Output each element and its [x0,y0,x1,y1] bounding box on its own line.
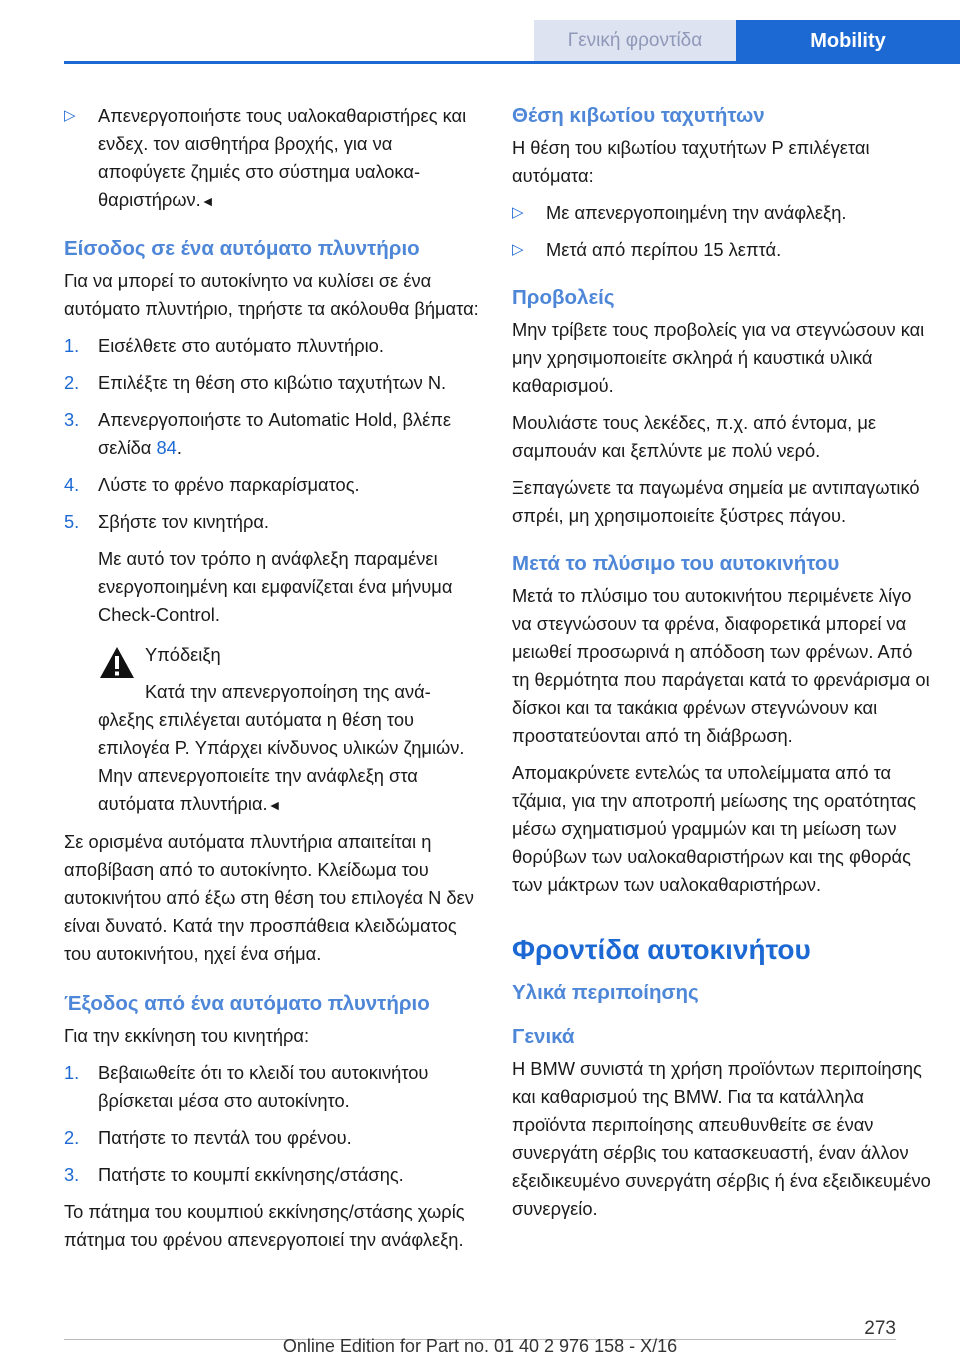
step-number: 2. [64,1127,80,1148]
warning-text: Κατά την απενεργοποίηση της ανάφλεξης επιλέγεται αυτόματα η θέση του επιλογέα P. Υπάρχει κίνδυνος υλικών ζημιών. Μην απενεργοποιείτε την ανάφλεξη στα αυτόματα πλυντήρια. [98,681,465,814]
exit-step-1 [64,1059,480,1115]
step-number: 1. [64,1062,80,1083]
after-wash-paragraph: Μετά το πλύσιμο του αυτοκινήτου περιμένετε λίγο να στεγνώσουν τα φρένα, διαφορετικά μπορεί να μειωθεί προσωρινά η απόδοση των φρένων. Από τη θερμότητα που παράγεται κατά το φρενάρισμα οι δίσκοι και τα τακάκια φρένων στεγνώνουν και προστατεύονται από τη διάβρωση. [512,585,930,746]
lights-heading: Προβολείς [512,286,615,309]
bullet-triangle-icon: ▷ [512,241,524,258]
bullet-triangle-icon: ▷ [64,107,76,124]
enter-heading: Είσοδος σε ένα αυτόματο πλυντήριο [64,237,420,260]
right-column [512,102,932,1232]
step-text: Βεβαιωθείτε ότι το κλειδί του αυτοκινήτου βρίσκεται μέσα στο αυτοκίνητο. [98,1062,429,1111]
step-3: 3. Απενεργοποιήστε το Automatic Hold, βλέπε σελίδα 84. [64,406,480,462]
step-text: Λύστε το φρένο παρκαρίσματος. [98,474,360,495]
end-mark-icon: ◄ [267,797,282,813]
page-number: 273 [864,1318,896,1339]
exit-text: Για την εκκίνηση του κινητήρα: [64,1025,310,1046]
step-5 [64,508,480,536]
intro-bullet-text: Απενεργοποιήστε τους υαλοκαθαριστήρες και ενδεχ. τον αισθητήρα βροχής, για να αποφύγετε ζημιές στο σύστημα υαλοκαθαριστήρων. [98,105,467,210]
products-heading: Υλικά περιποίησης [512,981,699,1004]
garage-text: Σε ορισμένα αυτόματα πλυντήρια απαιτείται η αποβίβαση από το αυτοκίνητο. Κλείδωμα του αυτοκινήτου από έξω στη θέση του επιλογέα N δεν είναι δυνατό. Κατά την προσπάθεια κλειδώματος του αυτοκινήτου, ηχεί ένα σήμα. [64,831,474,964]
step-number: 3. [64,409,80,430]
care-title: Φροντίδα αυτοκινήτου [512,934,811,965]
bullet-triangle-icon: ▷ [512,204,524,221]
gear-bullet-text: Μετά από περίπου 15 λεπτά. [546,239,782,260]
list-item [512,236,932,264]
list-item [512,199,932,227]
step-number: 5. [64,511,80,532]
header-rule [64,61,960,64]
header-chapter-tab: Mobility [736,20,960,62]
gear-bullet-text: Με απενεργοποιημένη την ανάφλεξη. [546,202,847,223]
step-number: 3. [64,1164,80,1185]
exit-step-3 [64,1161,480,1189]
warning-box [98,641,480,819]
step-text: Εισέλθετε στο αυτόματο πλυντήριο. [98,335,384,356]
step-text: Επιλέξτε τη θέση στο κιβώτιο ταχυτήτων N. [98,372,447,393]
header-section-tab: Γενική φροντίδα [534,20,736,62]
lights-paragraph: Μην τρίβετε τους προβολείς για να στεγνώσουν και μην χρησιμοποιείτε σκληρά ή καυστικά υλικά καθαρισμού. [512,319,925,396]
step-text: Πατήστε το κουμπί εκκίνησης/στάσης. [98,1164,404,1185]
gear-text: Η θέση του κιβωτίου ταχυτήτων P επιλέγεται αυτόματα: [512,137,870,186]
page-link-84[interactable]: 84 [156,437,177,458]
step-number: 4. [64,474,80,495]
lights-paragraph: Μουλιάστε τους λεκέδες, π.χ. από έντομα, με σαμπουάν και ξεπλύντε με πολύ νερό. [512,412,877,461]
step-2 [64,369,480,397]
step-number: 2. [64,372,80,393]
general-text: Η BMW συνιστά τη χρήση προϊόντων περιποίησης και καθαρισμού της BMW. Για τα κατάλληλα προϊόντα περιποίησης απευθυνθείτε σε έναν συνεργάτη σέρβις του κατασκευαστή, έναν άλλον εξειδικευμένο συνεργάτη σέρβις ή ένα εξειδικευμένο συνεργείο. [512,1058,931,1219]
list-item [64,102,480,215]
after-wash-paragraph: Απομακρύνετε εντελώς τα υπολείμματα από τα τζάμια, για την αποτροπή μείωσης της ορατότητας μέσω σχηματισμού γραμμών και τη μείωση των θορύβων των υαλοκαθαριστήρων και της φθοράς των μάκτρων των υαλοκαθαριστήρων. [512,762,916,895]
left-column [64,102,480,1263]
exit-note: Το πάτημα του κουμπιού εκκίνησης/στάσης χωρίς πάτημα του φρένου απενεργοποιεί την ανάφλεξη. [64,1201,465,1250]
general-heading: Γενικά [512,1025,575,1048]
step-4 [64,471,480,499]
footer-edition: Online Edition for Part no. 01 40 2 976 158 - X/16 [282,1336,678,1356]
end-mark-icon: ◄ [200,193,215,209]
gear-heading: Θέση κιβωτίου ταχυτήτων [512,104,765,127]
enter-text: Για να μπορεί το αυτοκίνητο να κυλίσει σε ένα αυτόματο πλυντήριο, τηρήστε τα ακόλουθα βήματα: [64,270,479,319]
warning-triangle-icon [98,645,136,681]
after-wash-heading: Μετά το πλύσιμο του αυτοκινήτου [512,552,840,575]
step-text: Πατήστε το πεντάλ του φρένου. [98,1127,352,1148]
step-text: Σβήστε τον κινητήρα. [98,511,270,532]
step-number: 1. [64,335,80,356]
step-text: Απενεργοποιήστε το Automatic Hold, βλέπε σελίδα [98,409,452,458]
step-1 [64,332,480,360]
exit-heading: Έξοδος από ένα αυτόματο πλυντήριο [64,992,430,1015]
warning-title: Υπόδειξη [145,644,221,665]
step-5-note: Με αυτό τον τρόπο η ανάφλεξη παραμένει ενεργοποιημένη και εμφανίζεται ένα μήνυμα Check-Control. [98,548,453,625]
exit-step-2 [64,1124,480,1152]
lights-paragraph: Ξεπαγώνετε τα παγωμένα σημεία με αντιπαγωτικό σπρέι, μη χρησιμοποιείτε ξύστρες πάγου. [512,477,920,526]
